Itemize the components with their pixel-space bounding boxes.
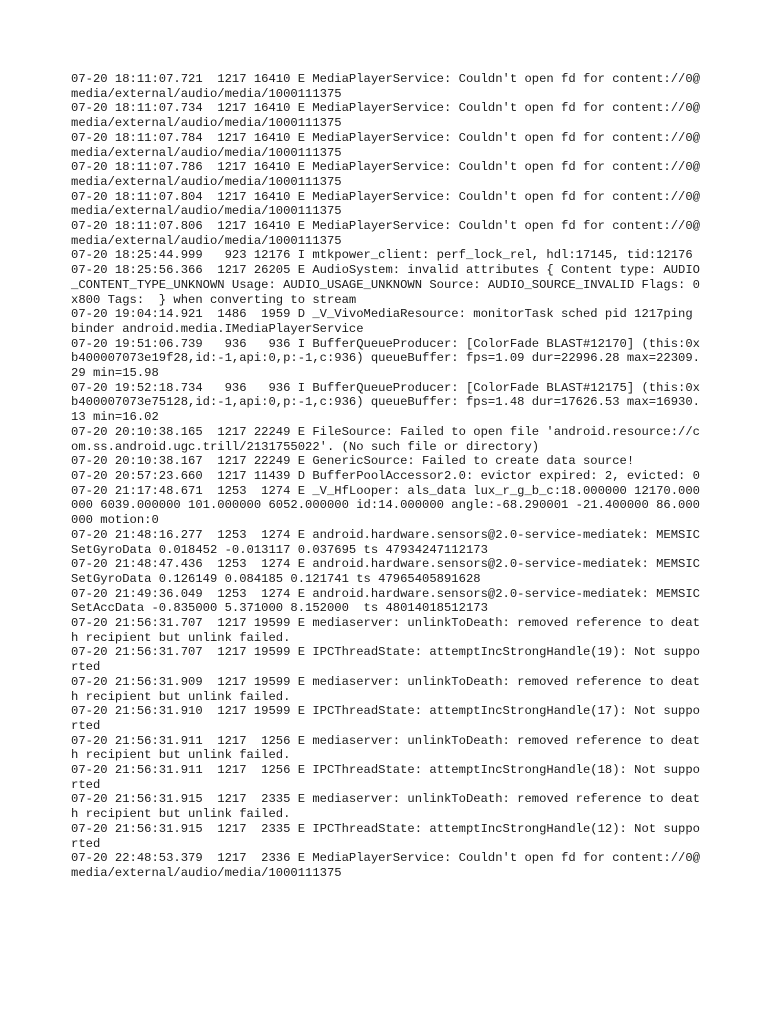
log-line: 07-20 21:48:47.436 1253 1274 E android.hardware.sensors@2.0-service-mediatek: MEMSIC SetGyroData 0.126149 0.084185 0.121741 ts 47965405891628 bbox=[71, 557, 708, 586]
log-line: 07-20 21:56:31.707 1217 19599 E mediaserver: unlinkToDeath: removed reference to death recipient but unlink failed. bbox=[71, 616, 700, 645]
log-line: 07-20 21:48:16.277 1253 1274 E android.hardware.sensors@2.0-service-mediatek: MEMSIC SetGyroData 0.018452 -0.013117 0.037695 ts 47934247112173 bbox=[71, 527, 708, 557]
log-line: 07-20 21:49:36.049 1253 1274 E android.hardware.sensors@2.0-service-mediatek: MEMSIC SetAccData -0.835000 5.371000 8.152000 ts 48014018512173 bbox=[71, 586, 708, 616]
log-line: 07-20 21:56:31.909 1217 19599 E mediaserver: unlinkToDeath: removed reference to death recipient but unlink failed. bbox=[71, 674, 700, 704]
log-line: 07-20 22:48:53.379 1217 2336 E MediaPlayerService: Couldn't open fd for content://0@media/external/audio/media/1000111375 bbox=[71, 851, 700, 880]
log-line: 07-20 21:56:31.915 1217 2335 E mediaserver: unlinkToDeath: removed reference to death recipient but unlink failed. bbox=[71, 792, 700, 822]
log-line: 07-20 21:17:48.671 1253 1274 E _V_HfLooper: als_data lux_r_g_b_c:18.000000 12170.000000 6039.000000 101.000000 6052.000000 id:14.000000 angle:-68.290001 -21.400000 86.000000 motion:0 bbox=[71, 483, 700, 528]
log-line: 07-20 21:56:31.707 1217 19599 E IPCThreadState: attemptIncStrongHandle(19): Not supported bbox=[71, 645, 700, 675]
log-line: 07-20 18:25:56.366 1217 26205 E AudioSystem: invalid attributes { Content type: AUDIO_CONTENT_TYPE_UNKNOWN Usage: AUDIO_USAGE_UNKNOWN Source: AUDIO_SOURCE_INVALID Flags: 0x800 Tags: } when converting to stream bbox=[71, 263, 700, 307]
log-line: 07-20 19:52:18.734 936 936 I BufferQueueProducer: [ColorFade BLAST#12175] (this:0xb400007073e75128,id:-1,api:0,p:-1,c:936) queueBuffer: fps=1.48 dur=17626.53 max=16930.13 min=16.02 bbox=[71, 380, 700, 425]
log-line: 07-20 18:11:07.734 1217 16410 E MediaPlayerService: Couldn't open fd for content://0@media/external/audio/media/1000111375 bbox=[71, 101, 700, 131]
log-line: 07-20 21:56:31.911 1217 1256 E mediaserver: unlinkToDeath: removed reference to death recipient but unlink failed. bbox=[71, 733, 700, 763]
log-line: 07-20 21:56:31.911 1217 1256 E IPCThreadState: attemptIncStrongHandle(18): Not supported bbox=[71, 763, 700, 792]
log-line: 07-20 18:11:07.804 1217 16410 E MediaPlayerService: Couldn't open fd for content://0@media/external/audio/media/1000111375 bbox=[71, 189, 700, 219]
log-line: 07-20 19:04:14.921 1486 1959 D _V_VivoMediaResource: monitorTask sched pid 1217ping binder android.media.IMediaPlayerService bbox=[71, 307, 700, 336]
log-line: 07-20 18:11:07.786 1217 16410 E MediaPlayerService: Couldn't open fd for content://0@media/external/audio/media/1000111375 bbox=[71, 160, 700, 189]
log-line: 07-20 18:11:07.806 1217 16410 E MediaPlayerService: Couldn't open fd for content://0@media/external/audio/media/1000111375 bbox=[71, 219, 700, 248]
log-line: 07-20 21:56:31.915 1217 2335 E IPCThreadState: attemptIncStrongHandle(12): Not supported bbox=[71, 821, 700, 851]
log-line: 07-20 21:56:31.910 1217 19599 E IPCThreadState: attemptIncStrongHandle(17): Not supported bbox=[71, 704, 700, 733]
log-line: 07-20 20:57:23.660 1217 11439 D BufferPoolAccessor2.0: evictor expired: 2, evicted: 0 bbox=[71, 468, 700, 483]
log-text-block bbox=[71, 72, 708, 881]
log-line: 07-20 20:10:38.165 1217 22249 E FileSource: Failed to open file 'android.resource://com.ss.android.ugc.trill/2131755022'. (No such file or directory) bbox=[71, 424, 700, 454]
log-line: 07-20 19:51:06.739 936 936 I BufferQueueProducer: [ColorFade BLAST#12170] (this:0xb400007073e19f28,id:-1,api:0,p:-1,c:936) queueBuffer: fps=1.09 dur=22996.28 max=22309.29 min=15.98 bbox=[71, 336, 700, 381]
log-line: 07-20 20:10:38.167 1217 22249 E GenericSource: Failed to create data source! bbox=[71, 454, 635, 469]
log-line: 07-20 18:25:44.999 923 12176 I mtkpower_client: perf_lock_rel, hdl:17145, tid:12176 bbox=[71, 248, 693, 263]
log-line: 07-20 18:11:07.784 1217 16410 E MediaPlayerService: Couldn't open fd for content://0@media/external/audio/media/1000111375 bbox=[71, 130, 700, 160]
log-line: 07-20 18:11:07.721 1217 16410 E MediaPlayerService: Couldn't open fd for content://0@media/external/audio/media/1000111375 bbox=[71, 72, 700, 101]
